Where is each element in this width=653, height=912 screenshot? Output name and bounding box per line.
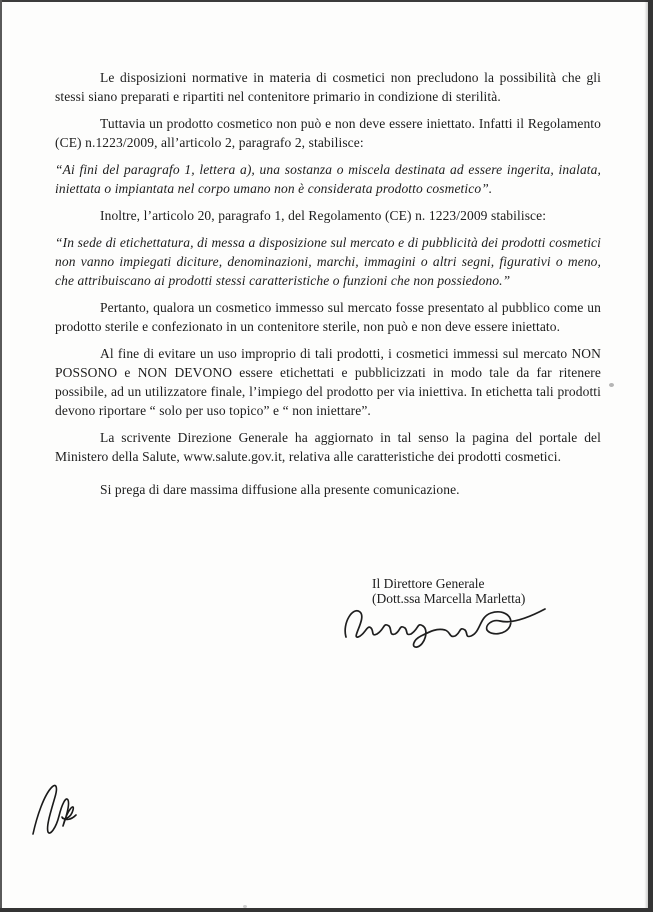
quote-article-20: “In sede di etichettatura, di messa a disposizione sul mercato e di pubblicità dei prodotti cosmetici non vanno impiegati diciture, denominazioni, marchi, immagini o altri segni, figurativi o meno, che attribuiscano ai prodotti stessi caratteristiche o funzioni che non possiedono.” bbox=[55, 235, 601, 288]
paragraph-al-fine: Al fine di evitare un uso improprio di tali prodotti, i cosmetici immessi sul mercato NON POSSONO e NON DEVONO essere etichettati e pubblicizzati in modo tale da far ritenere possibile, ad un utilizzatore finale, l’impiego del prodotto per via iniettiva. In etichetta tali prodotti devono riportare “ solo per uso topico” e “ non iniettare”. bbox=[55, 346, 601, 418]
paragraph-tuttavia: Tuttavia un prodotto cosmetico non può e non deve essere iniettato. Infatti il Regolamento (CE) n.1223/2009, all’articolo 2, paragrafo 2, stabilisce: bbox=[55, 116, 601, 150]
scan-edge-bottom bbox=[0, 908, 653, 912]
paragraph-pertanto: Pertanto, qualora un cosmetico immesso sul mercato fosse presentato al pubblico come un prodotto sterile e confezionato in un contenitore sterile, non può e non deve essere iniettato. bbox=[55, 300, 601, 334]
handwritten-initial bbox=[25, 778, 77, 840]
scan-edge-left bbox=[0, 0, 2, 912]
scan-edge-top bbox=[0, 0, 653, 2]
scan-edge-right bbox=[648, 0, 653, 912]
scan-speck bbox=[243, 905, 247, 908]
paragraph-inoltre: Inoltre, l’articolo 20, paragrafo 1, del Regolamento (CE) n. 1223/2009 stabilisce: bbox=[100, 208, 547, 223]
scan-speck bbox=[609, 383, 614, 387]
paragraph-si-prega: Si prega di dare massima diffusione alla presente comunicazione. bbox=[100, 482, 460, 497]
handwritten-signature bbox=[340, 597, 555, 649]
paragraph-dispositions: Le disposizioni normative in materia di cosmetici non precludono la possibilità che gli stessi siano preparati e ripartiti nel contenitore primario in condizione di sterilità. bbox=[55, 70, 601, 104]
quote-article-2: “Ai fini del paragrafo 1, lettera a), una sostanza o miscela destinata ad essere ingerita, inalata, iniettata o impiantata nel corpo umano non è considerata prodotto cosmetico”. bbox=[55, 162, 601, 196]
signatory-name: (Dott.ssa Marcella Marletta) bbox=[372, 591, 526, 606]
signatory-role: Il Direttore Generale bbox=[372, 576, 485, 591]
paragraph-la-scrivente: La scrivente Direzione Generale ha aggiornato in tal senso la pagina del portale del Ministero della Salute, www.salute.gov.it, relativa alle caratteristiche dei prodotti cosmetici. bbox=[55, 430, 601, 464]
letter-body bbox=[55, 68, 601, 507]
